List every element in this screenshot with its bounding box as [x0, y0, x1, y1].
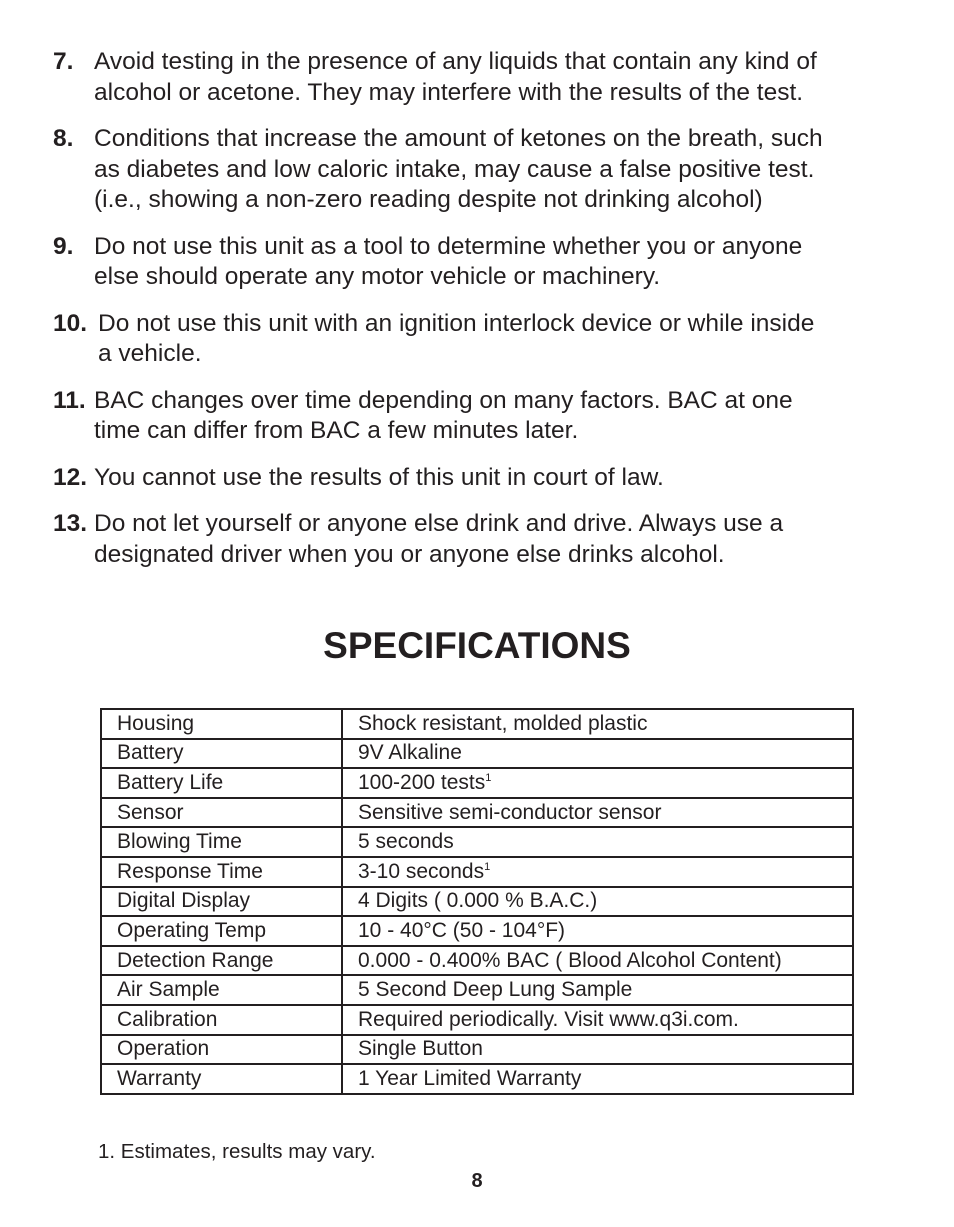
spec-label: Housing	[101, 709, 342, 739]
spec-value-cell	[342, 709, 853, 739]
table-row	[101, 916, 853, 946]
spec-label: Sensor	[101, 798, 342, 828]
note-number: 11.	[53, 386, 86, 414]
spec-value: 9V Alkaline	[358, 741, 462, 765]
spec-value-cell	[342, 1064, 853, 1094]
table-row	[101, 857, 853, 887]
footnote-marker: 1	[484, 860, 491, 873]
spec-value-cell	[342, 946, 853, 976]
note-number: 13.	[53, 510, 88, 537]
note-item-12	[53, 463, 913, 494]
table-row	[101, 739, 853, 769]
specifications-table	[100, 708, 854, 1095]
spec-label: Battery Life	[101, 768, 342, 798]
note-item-7	[53, 47, 913, 108]
spec-value-cell	[342, 1005, 853, 1035]
spec-value-cell	[342, 1035, 853, 1065]
note-item-9	[53, 232, 913, 293]
table-row	[101, 827, 853, 857]
page-number: 8	[471, 1170, 483, 1192]
spec-label: Air Sample	[101, 975, 342, 1005]
specifications-heading: SPECIFICATIONS	[323, 625, 631, 666]
note-text: You cannot use the results of this unit in court of law.	[94, 463, 664, 491]
footnote: 1. Estimates, results may vary.	[98, 1140, 376, 1163]
table-row	[101, 1005, 853, 1035]
table-row	[101, 709, 853, 739]
spec-value: 100-200 tests	[358, 770, 486, 794]
note-number: 8.	[53, 125, 74, 152]
spec-label: Calibration	[101, 1005, 342, 1035]
specifications-table-body	[101, 709, 853, 1094]
spec-label: Battery	[101, 739, 342, 769]
spec-value: Shock resistant, molded plastic	[358, 711, 648, 735]
spec-label: Blowing Time	[101, 827, 342, 857]
note-text: BAC changes over time depending on many factors. BAC at one time can differ from BAC a few minutes later.	[94, 386, 793, 444]
spec-label: Response Time	[101, 857, 342, 887]
spec-value-cell	[342, 887, 853, 917]
spec-value-cell	[342, 975, 853, 1005]
spec-label: Operation	[101, 1035, 342, 1065]
table-row	[101, 1035, 853, 1065]
note-text: Do not let yourself or anyone else drink and drive. Always use a designated driver when you or anyone else drinks alcohol.	[94, 510, 784, 568]
spec-value: Single Button	[358, 1037, 483, 1061]
spec-value-cell	[342, 916, 853, 946]
note-item-8	[53, 124, 913, 216]
spec-label: Detection Range	[101, 946, 342, 976]
spec-value: 0.000 - 0.400% BAC ( Blood Alcohol Content)	[358, 948, 782, 972]
spec-value: 4 Digits ( 0.000 % B.A.C.)	[358, 889, 598, 913]
table-row	[101, 946, 853, 976]
note-item-11	[53, 386, 913, 447]
table-row	[101, 887, 853, 917]
note-number: 7.	[53, 48, 74, 75]
footnote-marker: 1	[485, 771, 492, 784]
note-text: Avoid testing in the presence of any liquids that contain any kind of alcohol or acetone. They may interfere with the results of the test.	[94, 48, 817, 106]
note-number: 10.	[53, 309, 88, 337]
note-text: Do not use this unit as a tool to determine whether you or anyone else should operate any motor vehicle or machinery.	[94, 232, 803, 290]
spec-value: 5 seconds	[358, 830, 454, 854]
spec-label: Operating Temp	[101, 916, 342, 946]
warning-notes-list	[53, 47, 913, 586]
spec-value: Sensitive semi-conductor sensor	[358, 800, 662, 824]
note-text: Conditions that increase the amount of ketones on the breath, such as diabetes and low caloric intake, may cause a false positive test. (i.e., showing a non-zero reading despite not drinking alcohol)	[94, 125, 823, 213]
spec-value-cell	[342, 798, 853, 828]
table-row	[101, 768, 853, 798]
note-number: 12.	[53, 463, 88, 491]
spec-value: 5 Second Deep Lung Sample	[358, 978, 633, 1002]
note-number: 9.	[53, 232, 74, 260]
spec-label: Warranty	[101, 1064, 342, 1094]
spec-value: 10 - 40°C (50 - 104°F)	[358, 918, 566, 942]
spec-label: Digital Display	[101, 887, 342, 917]
table-row	[101, 798, 853, 828]
spec-value: 3-10 seconds	[358, 859, 485, 883]
table-row	[101, 1064, 853, 1094]
spec-value: Required periodically. Visit www.q3i.com.	[358, 1007, 739, 1031]
note-item-13	[53, 509, 913, 570]
spec-value-cell	[342, 857, 853, 887]
spec-value-cell	[342, 739, 853, 769]
spec-value-cell	[342, 768, 853, 798]
table-row	[101, 975, 853, 1005]
spec-value-cell	[342, 827, 853, 857]
note-text: Do not use this unit with an ignition interlock device or while inside a vehicle.	[98, 309, 815, 367]
note-item-10	[53, 309, 913, 370]
spec-value: 1 Year Limited Warranty	[358, 1066, 582, 1090]
